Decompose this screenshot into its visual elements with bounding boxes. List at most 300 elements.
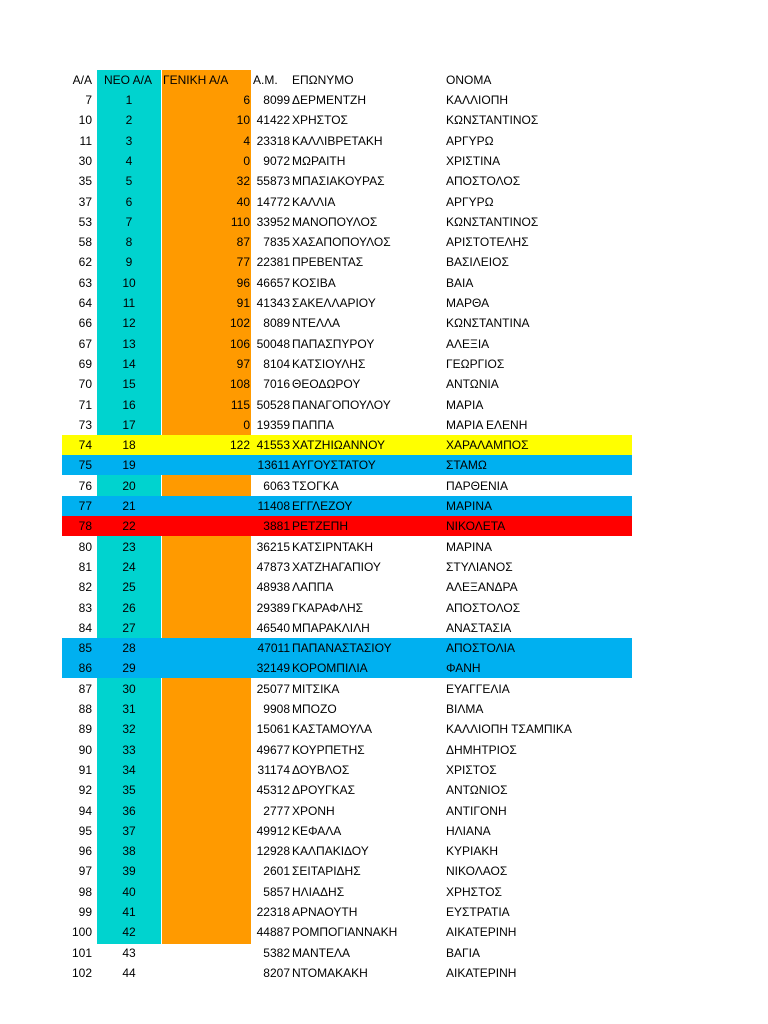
table-row: [0, 395, 768, 415]
cell-am: 13611: [257, 458, 290, 473]
cell-am: 44887: [256, 925, 290, 940]
cell-neo-aa: 35: [122, 783, 136, 798]
cell-eponymo: ΚΑΛΠΑΚΙΔΟΥ: [292, 844, 369, 859]
cell-neo-aa: 37: [122, 823, 136, 838]
cell-onoma: ΑΡΓΥΡΩ: [446, 194, 494, 209]
cell-neo-aa: 10: [122, 275, 136, 290]
cell-eponymo: ΑΥΓΟΥΣΤΑΤΟΥ: [292, 458, 376, 473]
cell-aa: 98: [78, 884, 92, 899]
cell-am: 12928: [256, 844, 290, 859]
cell-neo-aa: 33: [122, 742, 136, 757]
cell-neo-aa: 8: [125, 235, 133, 250]
table-row: [0, 963, 768, 983]
cell-geniki-aa: 10: [236, 113, 250, 128]
cell-am: 11408: [257, 499, 290, 513]
table-row: [0, 151, 768, 171]
header-onoma: ΟΝΟΜΑ: [446, 73, 492, 87]
cell-aa: 101: [71, 945, 92, 960]
cell-neo-aa: 29: [122, 661, 136, 676]
cell-onoma: ΓΕΩΡΓΙΟΣ: [446, 356, 505, 371]
cell-geniki-aa: [162, 740, 250, 760]
header-geniki-aa: ΓΕΝΙΚΗ Α/Α: [163, 73, 229, 87]
cell-geniki-aa: [162, 476, 250, 496]
cell-aa: 95: [78, 823, 92, 838]
cell-aa: 67: [78, 336, 92, 351]
cell-neo-aa: 34: [122, 762, 136, 777]
cell-am: 49677: [256, 742, 290, 757]
cell-onoma: ΑΡΙΣΤΟΤΕΛΗΣ: [446, 235, 529, 250]
cell-eponymo: ΚΟΣΙΒΑ: [292, 275, 336, 290]
cell-neo-aa: 1: [125, 93, 133, 107]
cell-neo-aa: 3: [125, 133, 133, 148]
cell-neo-aa: 16: [122, 397, 136, 412]
cell-onoma: ΧΑΡΑΛΑΜΠΟΣ: [446, 438, 529, 453]
cell-am: 7016: [263, 377, 290, 392]
cell-aa: 86: [78, 661, 92, 676]
cell-am: 8089: [263, 316, 290, 331]
cell-geniki-aa: [162, 658, 250, 678]
cell-eponymo: ΜΠΟΖΟ: [292, 702, 337, 716]
cell-geniki-aa: 87: [236, 235, 250, 250]
cell-aa: 76: [78, 478, 92, 493]
cell-eponymo: ΚΑΛΛΙΒΡΕΤΑΚΗ: [292, 133, 383, 148]
table-row: [0, 415, 768, 435]
cell-geniki-aa: [162, 537, 250, 557]
cell-onoma: ΧΡΗΣΤΟΣ: [446, 884, 502, 899]
cell-neo-aa: 13: [122, 336, 136, 351]
cell-neo-aa: 28: [122, 641, 136, 656]
cell-eponymo: ΚΑΤΣΙΟΥΛΗΣ: [292, 356, 366, 371]
cell-am: 41343: [256, 296, 290, 310]
cell-eponymo: ΠΑΝΑΓΟΠΟΥΛΟΥ: [292, 397, 391, 412]
cell-onoma: ΦΑΝΗ: [446, 661, 481, 676]
cell-onoma: ΝΙΚΟΛΕΤΑ: [446, 519, 506, 534]
cell-onoma: ΑΠΟΣΤΟΛΟΣ: [446, 174, 521, 189]
cell-onoma: ΚΩΝΣΤΑΝΤΙΝΑ: [446, 316, 530, 331]
cell-aa: 71: [78, 397, 92, 412]
table-row: [0, 435, 768, 455]
cell-neo-aa: 42: [122, 925, 136, 940]
cell-eponymo: ΧΑΤΖΗΙΩΑΝΝΟΥ: [292, 438, 386, 453]
cell-neo-aa: 5: [125, 174, 133, 189]
cell-onoma: ΒΑΓΙΑ: [446, 945, 480, 960]
cell-eponymo: ΚΑΤΣΙΡΝΤΑΚΗ: [292, 539, 373, 554]
cell-am: 14772: [256, 194, 290, 209]
cell-onoma: ΒΑΣΙΛΕΙΟΣ: [446, 255, 509, 270]
cell-onoma: ΑΙΚΑΤΕΡΙΝΗ: [446, 925, 517, 940]
cell-eponymo: ΔΡΟΥΓΚΑΣ: [292, 783, 356, 798]
cell-geniki-aa: 40: [236, 194, 250, 209]
table-row: [0, 740, 768, 760]
cell-eponymo: ΘΕΟΔΩΡΟΥ: [292, 377, 361, 392]
cell-eponymo: ΠΑΠΠΑ: [292, 417, 335, 432]
table-row: [0, 638, 768, 658]
cell-neo-aa: 41: [122, 905, 136, 919]
cell-am: 5382: [263, 945, 290, 960]
cell-eponymo: ΣΕΙΤΑΡΙΔΗΣ: [292, 864, 361, 879]
cell-onoma: ΑΠΟΣΤΟΛΟΣ: [446, 600, 521, 615]
cell-onoma: ΒΑΙΑ: [446, 275, 474, 290]
table-row: [0, 577, 768, 597]
cell-onoma: ΒΙΛΜΑ: [446, 702, 484, 716]
cell-aa: 78: [78, 519, 92, 534]
cell-neo-aa: 44: [122, 965, 136, 980]
cell-neo-aa: 7: [125, 214, 133, 229]
cell-aa: 7: [85, 93, 92, 107]
cell-onoma: ΑΝΤΩΝΙΑ: [446, 377, 499, 392]
cell-onoma: ΚΩΝΣΤΑΝΤΙΝΟΣ: [446, 113, 539, 128]
table-row: [0, 821, 768, 841]
cell-neo-aa: 31: [122, 702, 136, 716]
header-neo-aa: ΝΕΟ Α/Α: [104, 73, 153, 87]
cell-neo-aa: 26: [122, 600, 136, 615]
cell-aa: 35: [78, 174, 92, 189]
cell-eponymo: ΓΚΑΡΑΦΛΗΣ: [292, 600, 364, 615]
cell-neo-aa: 6: [125, 194, 133, 209]
cell-am: 50528: [256, 397, 290, 412]
cell-eponymo: ΜΠΑΡΑΚΛΙΛΗ: [292, 620, 370, 635]
cell-am: 6063: [263, 478, 290, 493]
cell-aa: 70: [78, 377, 92, 392]
cell-geniki-aa: [162, 679, 250, 699]
cell-am: 8207: [263, 965, 290, 980]
cell-eponymo: ΚΟΡΟΜΠΙΛΙΑ: [292, 661, 368, 676]
cell-onoma: ΚΥΡΙΑΚΗ: [446, 844, 499, 859]
cell-onoma: ΑΠΟΣΤΟΛΙΑ: [446, 641, 516, 656]
table-row: [0, 252, 768, 272]
cell-onoma: ΜΑΡΙΝΑ: [446, 499, 493, 513]
cell-onoma: ΧΡΙΣΤΙΝΑ: [446, 153, 501, 168]
table-row: [0, 780, 768, 800]
cell-neo-aa: 23: [122, 539, 136, 554]
cell-aa: 84: [78, 620, 92, 635]
cell-geniki-aa: 110: [230, 214, 250, 229]
cell-onoma: ΚΑΛΛΙΟΠΗ ΤΣΑΜΠΙΚΑ: [446, 722, 572, 737]
table-row: [0, 801, 768, 821]
cell-neo-aa: 38: [122, 844, 136, 859]
cell-geniki-aa: 91: [236, 296, 250, 310]
cell-onoma: ΕΥΣΤΡΑΤΙΑ: [446, 905, 510, 919]
cell-am: 7835: [263, 235, 290, 250]
cell-am: 41553: [256, 438, 290, 453]
cell-aa: 74: [78, 438, 92, 453]
cell-onoma: ΜΑΡΙΑ: [446, 397, 484, 412]
cell-geniki-aa: [162, 780, 250, 800]
cell-eponymo: ΗΛΙΑΔΗΣ: [292, 884, 345, 899]
cell-aa: 99: [78, 905, 92, 919]
cell-neo-aa: 40: [122, 884, 136, 899]
cell-neo-aa: 2: [125, 113, 133, 128]
cell-aa: 97: [78, 864, 92, 879]
cell-onoma: ΜΑΡΘΑ: [446, 296, 490, 310]
cell-geniki-aa: 0: [243, 153, 250, 168]
cell-onoma: ΣΤΥΛΙΑΝΟΣ: [446, 559, 513, 574]
cell-eponymo: ΜΠΑΣΙΑΚΟΥΡΑΣ: [292, 174, 385, 189]
cell-geniki-aa: 6: [243, 93, 250, 107]
cell-am: 23318: [256, 133, 290, 148]
cell-aa: 62: [78, 255, 92, 270]
cell-aa: 102: [71, 965, 92, 980]
cell-geniki-aa: [162, 801, 250, 821]
cell-am: 29389: [256, 600, 290, 615]
cell-aa: 77: [78, 499, 92, 513]
cell-eponymo: ΠΑΠΑΣΠΥΡΟΥ: [292, 336, 375, 351]
cell-aa: 82: [78, 580, 92, 595]
cell-neo-aa: 18: [122, 438, 136, 453]
cell-geniki-aa: [162, 618, 250, 638]
cell-eponymo: ΕΓΓΛΕΖΟΥ: [292, 499, 353, 513]
cell-eponymo: ΜΙΤΣΙΚΑ: [292, 681, 340, 696]
cell-am: 50048: [256, 336, 290, 351]
cell-neo-aa: 24: [122, 559, 136, 574]
cell-eponymo: ΧΑΤΖΗΑΓΑΠΙΟΥ: [292, 559, 381, 574]
cell-geniki-aa: 32: [236, 174, 250, 189]
table-row: [0, 476, 768, 496]
cell-am: 19359: [256, 417, 290, 432]
cell-aa: 81: [78, 559, 92, 574]
cell-eponymo: ΧΡΗΣΤΟΣ: [292, 113, 348, 128]
cell-geniki-aa: 106: [229, 336, 250, 351]
cell-am: 22318: [256, 905, 290, 919]
table-row: [0, 374, 768, 394]
cell-eponymo: ΚΟΥΡΠΕΤΗΣ: [292, 742, 365, 757]
header-am: Α.Μ.: [253, 73, 278, 87]
cell-am: 15061: [256, 722, 290, 737]
header-aa: Α/Α: [72, 73, 92, 87]
header-eponymo: ΕΠΩΝΥΜΟ: [292, 73, 354, 87]
cell-am: 49912: [256, 823, 290, 838]
cell-eponymo: ΡΕΤΖΕΠΗ: [292, 519, 349, 534]
cell-onoma: ΑΝΤΙΓΟΝΗ: [446, 803, 507, 818]
cell-neo-aa: 20: [122, 478, 136, 493]
cell-geniki-aa: [162, 760, 250, 780]
cell-neo-aa: 39: [122, 864, 136, 879]
cell-aa: 83: [78, 600, 92, 615]
table-row: [0, 516, 768, 536]
cell-am: 41422: [256, 113, 290, 128]
cell-aa: 53: [78, 214, 92, 229]
cell-geniki-aa: [162, 455, 250, 475]
cell-geniki-aa: 96: [236, 275, 250, 290]
cell-neo-aa: 21: [122, 499, 136, 513]
cell-onoma: ΚΑΛΛΙΟΠΗ: [446, 93, 509, 107]
cell-eponymo: ΔΕΡΜΕΝΤΖΗ: [292, 93, 367, 107]
cell-geniki-aa: [162, 841, 250, 861]
cell-onoma: ΠΑΡΘΕΝΙΑ: [446, 478, 509, 493]
cell-geniki-aa: [162, 821, 250, 841]
cell-onoma: ΧΡΙΣΤΟΣ: [446, 762, 497, 777]
cell-eponymo: ΛΑΠΠΑ: [292, 580, 334, 595]
table-row: [0, 760, 768, 780]
cell-neo-aa: 15: [122, 377, 136, 392]
cell-eponymo: ΣΑΚΕΛΛΑΡΙΟΥ: [292, 296, 376, 310]
cell-aa: 90: [78, 742, 92, 757]
cell-aa: 11: [79, 133, 92, 148]
table-row: [0, 496, 768, 516]
table-row: [0, 618, 768, 638]
cell-geniki-aa: [162, 943, 250, 963]
cell-onoma: ΜΑΡΙΝΑ: [446, 539, 493, 554]
cell-onoma: ΕΥΑΓΓΕΛΙΑ: [446, 681, 510, 696]
cell-neo-aa: 17: [122, 417, 136, 432]
cell-aa: 91: [78, 762, 92, 777]
cell-geniki-aa: 4: [243, 133, 250, 148]
table-row: [0, 354, 768, 374]
cell-aa: 37: [78, 194, 92, 209]
table-row: [0, 110, 768, 130]
cell-eponymo: ΡΟΜΠΟΓΙΑΝΝΑΚΗ: [292, 925, 398, 940]
cell-geniki-aa: 108: [229, 377, 250, 392]
cell-am: 8104: [263, 356, 290, 371]
table-row: [0, 882, 768, 902]
table-row: [0, 212, 768, 232]
cell-aa: 64: [78, 296, 92, 310]
cell-neo-aa: 22: [122, 519, 136, 534]
cell-aa: 80: [78, 539, 92, 554]
table-row: [0, 232, 768, 252]
cell-geniki-aa: [162, 638, 250, 658]
cell-am: 45312: [256, 783, 290, 798]
table-row: [0, 192, 768, 212]
cell-eponymo: ΧΑΣΑΠΟΠΟΥΛΟΣ: [292, 235, 391, 250]
cell-am: 22381: [256, 255, 290, 270]
cell-am: 46540: [256, 620, 290, 635]
cell-eponymo: ΜΑΝΟΠΟΥΛΟΣ: [292, 214, 378, 229]
table-row: [0, 699, 768, 719]
table-row: [0, 131, 768, 151]
cell-aa: 66: [78, 316, 92, 331]
cell-aa: 94: [78, 803, 92, 818]
cell-onoma: ΑΛΕΞΙΑ: [446, 336, 490, 351]
table-row: [0, 455, 768, 475]
cell-neo-aa: 30: [122, 681, 136, 696]
table-row: [0, 90, 768, 110]
cell-onoma: ΑΝΑΣΤΑΣΙΑ: [446, 620, 512, 635]
table-row: [0, 537, 768, 557]
cell-onoma: ΚΩΝΣΤΑΝΤΙΝΟΣ: [446, 214, 539, 229]
cell-eponymo: ΚΑΛΛΙΑ: [292, 194, 336, 209]
cell-geniki-aa: [162, 598, 250, 618]
table-row: [0, 598, 768, 618]
cell-neo-aa: 4: [125, 153, 133, 168]
cell-geniki-aa: 0: [243, 417, 250, 432]
cell-geniki-aa: [162, 963, 250, 983]
table-row: [0, 861, 768, 881]
cell-geniki-aa: 77: [236, 255, 250, 270]
cell-eponymo: ΔΟΥΒΛΟΣ: [292, 762, 350, 777]
table-row: [0, 273, 768, 293]
cell-neo-aa: 9: [125, 255, 133, 270]
cell-onoma: ΗΛΙΑΝΑ: [446, 823, 491, 838]
table-row: [0, 171, 768, 191]
cell-eponymo: ΠΡΕΒΕΝΤΑΣ: [292, 255, 364, 270]
cell-geniki-aa: 102: [229, 316, 250, 331]
cell-aa: 85: [78, 641, 92, 656]
cell-eponymo: ΧΡΟΝΗ: [292, 803, 335, 818]
cell-am: 55873: [256, 174, 290, 189]
cell-aa: 92: [78, 783, 92, 798]
cell-onoma: ΜΑΡΙΑ ΕΛΕΝΗ: [446, 417, 528, 432]
cell-neo-aa: 43: [122, 945, 136, 960]
cell-geniki-aa: [162, 496, 250, 516]
cell-eponymo: ΤΣΟΓΚΑ: [292, 478, 339, 493]
cell-am: 5857: [263, 884, 290, 899]
cell-geniki-aa: 115: [230, 397, 250, 412]
cell-am: 32149: [256, 661, 290, 676]
cell-aa: 89: [78, 722, 92, 737]
cell-am: 33952: [256, 214, 290, 229]
cell-am: 9908: [263, 702, 290, 716]
table-row: [0, 679, 768, 699]
cell-neo-aa: 12: [122, 316, 136, 331]
cell-onoma: ΑΡΓΥΡΩ: [446, 133, 494, 148]
table-row: [0, 922, 768, 942]
cell-eponymo: ΠΑΠΑΝΑΣΤΑΣΙΟΥ: [292, 641, 392, 656]
cell-geniki-aa: [162, 922, 250, 942]
cell-onoma: ΑΝΤΩΝΙΟΣ: [446, 783, 508, 798]
table-row: [0, 658, 768, 678]
cell-aa: 96: [78, 844, 92, 859]
cell-geniki-aa: [162, 577, 250, 597]
cell-onoma: ΑΛΕΞΑΝΔΡΑ: [446, 580, 518, 595]
cell-geniki-aa: [162, 719, 250, 739]
cell-onoma: ΣΤΑΜΩ: [446, 458, 487, 473]
cell-aa: 30: [78, 153, 92, 168]
cell-geniki-aa: [162, 902, 250, 922]
table-row: [0, 293, 768, 313]
cell-geniki-aa: 97: [236, 356, 250, 371]
cell-geniki-aa: [162, 699, 250, 719]
table-row: [0, 557, 768, 577]
table-row: [0, 841, 768, 861]
table-row: [0, 313, 768, 333]
cell-aa: 63: [78, 275, 92, 290]
cell-aa: 10: [78, 113, 92, 128]
cell-geniki-aa: 122: [229, 438, 250, 453]
cell-eponymo: ΝΤΕΛΛΑ: [292, 316, 341, 331]
cell-geniki-aa: [162, 861, 250, 881]
cell-am: 2601: [263, 864, 290, 879]
cell-geniki-aa: [162, 557, 250, 577]
cell-am: 31174: [257, 762, 290, 777]
cell-eponymo: ΜΑΝΤΕΛΑ: [292, 945, 351, 960]
cell-eponymo: ΚΕΦΑΛΑ: [292, 823, 342, 838]
cell-geniki-aa: [162, 516, 250, 536]
cell-aa: 69: [78, 356, 92, 371]
cell-aa: 73: [78, 417, 92, 432]
cell-aa: 100: [71, 925, 92, 940]
cell-neo-aa: 36: [122, 803, 136, 818]
cell-eponymo: ΚΑΣΤΑΜΟΥΛΑ: [292, 722, 372, 737]
table-row: [0, 334, 768, 354]
cell-neo-aa: 32: [122, 722, 136, 737]
cell-eponymo: ΝΤΟΜΑΚΑΚΗ: [292, 965, 368, 980]
cell-neo-aa: 19: [122, 458, 136, 473]
cell-am: 36215: [256, 539, 290, 554]
table-row: [0, 719, 768, 739]
cell-am: 25077: [256, 681, 290, 696]
cell-onoma: ΔΗΜΗΤΡΙΟΣ: [446, 742, 517, 757]
cell-am: 3881: [263, 519, 290, 534]
cell-onoma: ΝΙΚΟΛΑΟΣ: [446, 864, 508, 879]
cell-neo-aa: 25: [122, 580, 136, 595]
cell-neo-aa: 27: [122, 620, 136, 635]
cell-am: 2777: [263, 803, 290, 818]
cell-neo-aa: 14: [122, 356, 136, 371]
cell-neo-aa: 11: [122, 296, 136, 310]
cell-aa: 88: [78, 702, 92, 716]
table-row: [0, 902, 768, 922]
